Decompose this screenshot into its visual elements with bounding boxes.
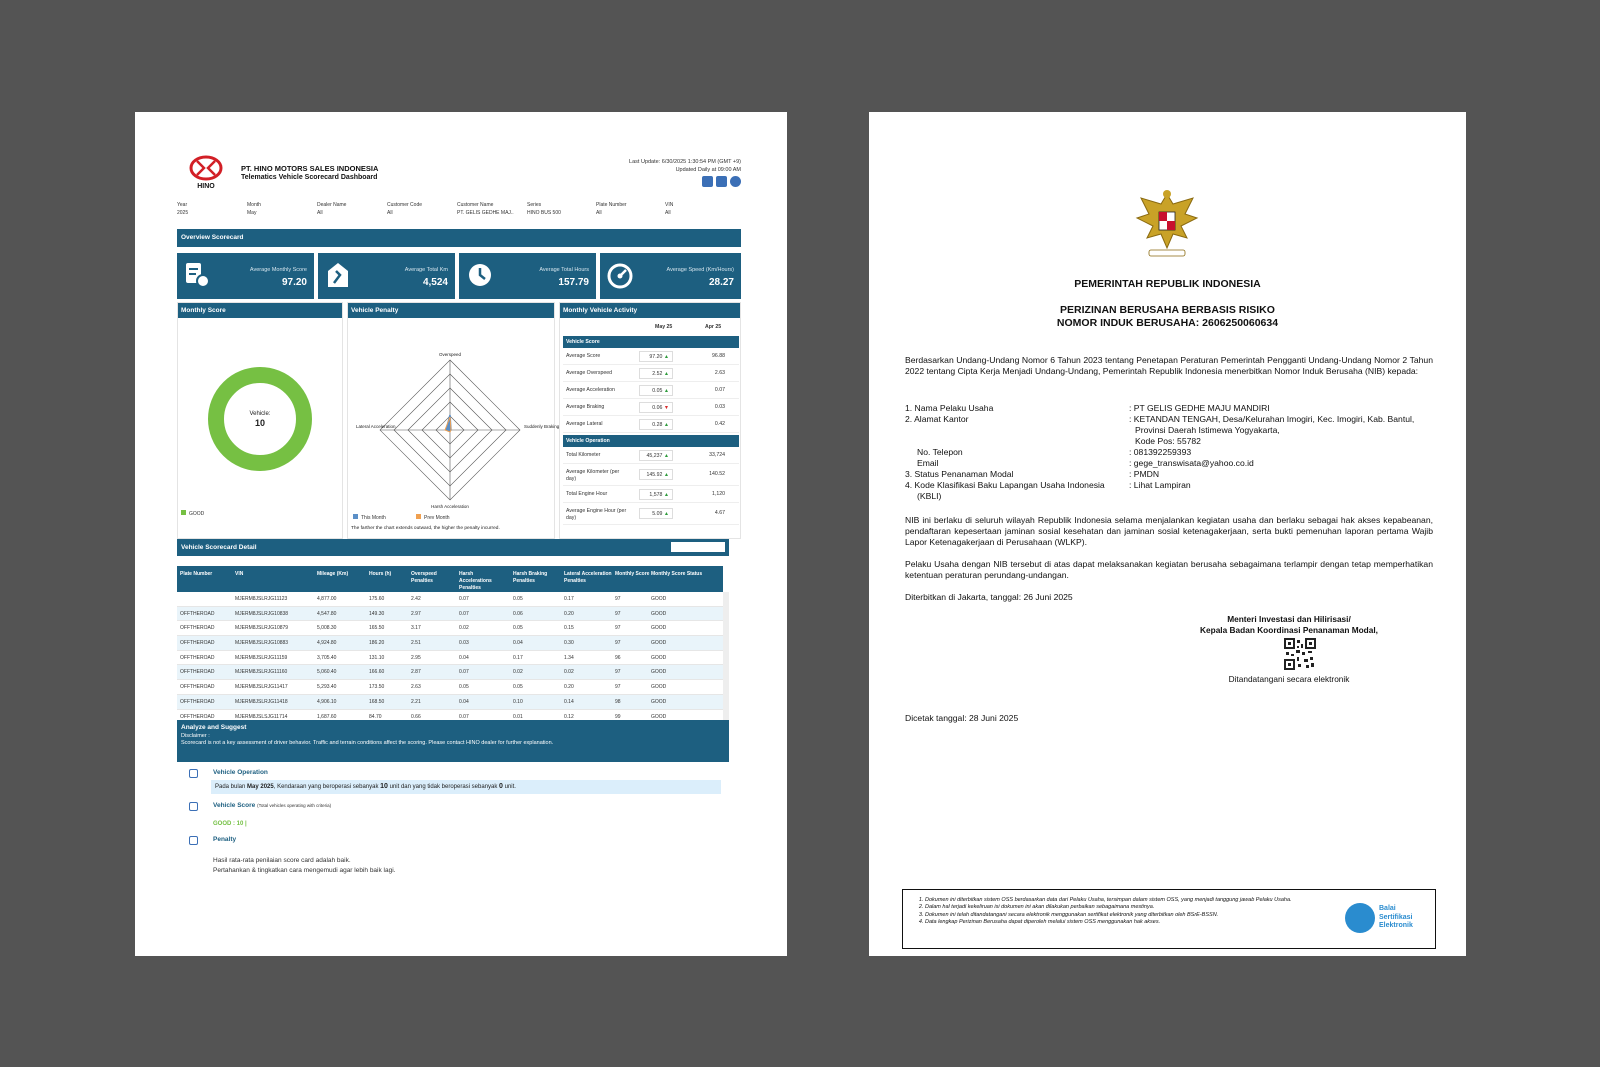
table-cell: 168.50 <box>369 698 385 705</box>
table-cell: 0.01 <box>513 713 523 720</box>
field-value-address-line2: Provinsi Daerah Istimewa Yogyakarta, <box>1135 425 1280 435</box>
printed-date: Dicetak tanggal: 28 Juni 2025 <box>905 713 1019 723</box>
table-cell: 0.17 <box>564 596 574 602</box>
table-cell: MJERM8JSLRJG10883 <box>235 640 289 647</box>
field-label-address: 2. Alamat Kantor <box>905 414 969 424</box>
svg-text:HINO: HINO <box>197 183 215 190</box>
table-cell: GOOD <box>651 684 667 691</box>
trend-up-icon: ▲ <box>663 371 669 377</box>
trend-up-icon: ▲ <box>663 453 669 459</box>
column-header[interactable]: Monthly Score <box>615 571 650 577</box>
svg-text:Overspeed: Overspeed <box>438 352 462 357</box>
vehicle-operation-summary: Pada bulan May 2025, Kendaraan yang beroperasi sebanyak 10 unit dan yang tidak beroperasi sebanyak 0 unit. <box>211 780 721 794</box>
clock-icon <box>465 261 493 289</box>
table-cell: OFFTHEROAD <box>180 610 215 617</box>
kpi-average-total-km: Average Total Km 4,524 <box>318 253 455 299</box>
penalty-icon <box>189 836 198 845</box>
table-cell: 97 <box>615 610 621 617</box>
download-icon[interactable] <box>702 176 713 187</box>
table-cell: MJERM8JSLSJG11714 <box>235 713 288 720</box>
table-cell: 0.02 <box>513 669 523 676</box>
table-cell: OFFTHEROAD <box>180 640 215 647</box>
filter-vin[interactable]: VIN All <box>665 202 674 216</box>
table-cell: 99 <box>615 713 621 720</box>
kpi-average-total-hours: Average Total Hours 157.79 <box>459 253 596 299</box>
table-cell: 4,906.10 <box>317 698 337 705</box>
table-cell: MJERM8JSLRJG10838 <box>235 610 289 617</box>
table-cell: 0.05 <box>459 684 469 691</box>
activity-row: Total Engine Hour 1,578 ▲ 1,120 <box>563 486 739 503</box>
table-cell: MJERM8JSLRJG11418 <box>235 698 288 705</box>
table-cell: 0.06 <box>513 610 523 617</box>
column-header[interactable]: Overspeed Penalties <box>411 571 437 584</box>
vehicle-operation-section: Vehicle Operation <box>563 435 739 447</box>
book-icon[interactable] <box>716 176 727 187</box>
bse-logo: Balai Sertifikasi Elektronik <box>1345 903 1425 935</box>
table-cell: 0.04 <box>513 640 523 647</box>
trend-up-icon: ▲ <box>663 492 669 498</box>
table-row[interactable] <box>177 651 723 666</box>
table-scrollbar[interactable] <box>723 592 729 722</box>
table-cell: GOOD <box>651 713 667 720</box>
table-cell: 0.20 <box>564 610 574 617</box>
vehicle-scorecard-detail-header: Vehicle Scorecard Detail <box>177 539 729 556</box>
table-cell: 0.02 <box>564 669 574 676</box>
field-value-business-name: : PT GELIS GEDHE MAJU MANDIRI <box>1129 403 1270 413</box>
field-label-kbli: 4. Kode Klasifikasi Baku Lapangan Usaha Indonesia <box>905 480 1105 490</box>
table-cell: OFFTHEROAD <box>180 698 215 705</box>
table-cell: 0.04 <box>459 654 469 661</box>
table-cell: 2.21 <box>411 698 421 705</box>
filter-customer-code[interactable]: Customer Code All <box>387 202 423 216</box>
table-cell: MJERM8JSLRJG11159 <box>235 654 288 661</box>
trend-up-icon: ▲ <box>663 472 669 478</box>
activity-row: Average Engine Hour (per day) 5.09 ▲ 4.67 <box>563 503 739 525</box>
table-cell: 3.17 <box>411 625 421 632</box>
filter-bar <box>177 201 741 221</box>
filter-plate-number[interactable]: Plate Number All <box>596 202 627 216</box>
field-label-business-name: 1. Nama Pelaku Usaha <box>905 403 994 413</box>
detail-search-box[interactable] <box>671 542 725 552</box>
table-cell: 0.30 <box>564 640 574 647</box>
vehicle-operation-icon <box>189 769 198 778</box>
trend-up-icon: ▲ <box>663 511 669 517</box>
table-cell: 0.14 <box>564 698 574 705</box>
column-header[interactable]: Harsh Braking Penalties <box>513 571 548 584</box>
table-cell: MJERM8JSLRJG11160 <box>235 669 288 676</box>
kpi-average-speed: Average Speed (Km/Hours) 28.27 <box>600 253 741 299</box>
table-cell: 2.95 <box>411 654 421 661</box>
vehicle-operation-title: Vehicle Operation <box>213 769 268 776</box>
table-row[interactable] <box>177 636 723 651</box>
penalty-radar-chart <box>348 318 560 538</box>
hino-logo <box>187 156 225 190</box>
activity-row: Average Score 97.20 ▲ 96.88 <box>563 348 739 365</box>
table-row[interactable] <box>177 607 723 622</box>
overview-scorecard-header: Overview Scorecard <box>177 229 741 247</box>
vehicle-score-icon <box>189 802 198 811</box>
table-body <box>177 592 723 724</box>
table-cell: 0.66 <box>411 713 421 720</box>
table-cell: 0.12 <box>564 713 574 720</box>
svg-text:10: 10 <box>254 418 266 428</box>
svg-text:This Month: This Month <box>361 515 386 521</box>
activity-table <box>563 322 739 525</box>
field-label-phone: No. Telepon <box>917 447 963 457</box>
activity-row: Average Acceleration 0.05 ▲ 0.07 <box>563 382 739 399</box>
svg-text:Harsh Acceleration: Harsh Acceleration <box>431 504 469 509</box>
table-row[interactable] <box>177 665 723 680</box>
table-cell: 186.20 <box>369 640 385 647</box>
penalty-title: Penalty <box>213 836 237 843</box>
road-icon <box>324 261 352 289</box>
dashboard-title: Telematics Vehicle Scorecard Dashboard <box>241 174 378 181</box>
bse-emblem-icon <box>1345 903 1375 933</box>
table-cell: 97 <box>615 669 621 676</box>
table-cell: 2.97 <box>411 610 421 617</box>
table-cell: GOOD <box>651 596 667 602</box>
table-cell: 0.15 <box>564 625 574 632</box>
table-cell: GOOD <box>651 698 667 705</box>
table-cell: 0.07 <box>459 669 469 676</box>
field-label-kbli-abbr: (KBLI) <box>917 491 942 501</box>
table-cell: 165.50 <box>369 625 385 632</box>
table-cell: 1,687.60 <box>317 713 337 720</box>
last-update: Last Update: 6/30/2025 1:30:54 PM (GMT +9) Updated Daily at 09:00 AM <box>629 159 741 173</box>
column-header[interactable]: Hours (h) <box>369 571 392 577</box>
table-cell: OFFTHEROAD <box>180 625 215 632</box>
filter-month[interactable]: Month May <box>247 202 261 216</box>
table-cell: MJERM8JSLRJG11417 <box>235 684 288 691</box>
trend-down-icon: ▼ <box>663 405 669 411</box>
svg-text:GOOD: GOOD <box>189 511 205 517</box>
signed-electronically: Ditandatangani secara elektronik <box>1228 674 1350 684</box>
field-label-email: Email <box>917 458 939 468</box>
permit-title: PERIZINAN BERUSAHA BERBASIS RISIKO <box>1060 304 1275 316</box>
signature-qr-code <box>1284 638 1316 670</box>
trend-up-icon: ▲ <box>663 388 669 394</box>
table-cell: 5,008.30 <box>317 625 337 632</box>
table-cell: 0.02 <box>459 625 469 632</box>
scorecard-dashboard-page <box>135 112 787 956</box>
filter-dealer-name[interactable]: Dealer Name All <box>317 202 347 216</box>
table-cell: 0.07 <box>459 610 469 617</box>
activity-row: Total Kilometer 45,237 ▲ 33,724 <box>563 447 739 464</box>
table-cell: 131.10 <box>369 654 385 661</box>
good-count: GOOD : 10 | <box>213 821 247 827</box>
table-cell: MJERM8JSLRJG11123 <box>235 596 288 602</box>
table-cell: 4,924.80 <box>317 640 337 647</box>
table-cell: MJERM8JSLRJG10879 <box>235 625 289 632</box>
activity-row: Average Braking 0.06 ▼ 0.03 <box>563 399 739 416</box>
table-cell: 2.63 <box>411 684 421 691</box>
garuda-emblem <box>1131 188 1203 262</box>
table-cell: 96 <box>615 654 621 661</box>
activity-columns: May 25 Apr 25 <box>655 324 722 330</box>
table-cell: 166.60 <box>369 669 385 676</box>
table-row[interactable] <box>177 621 723 636</box>
vehicle-penalty-panel <box>347 302 560 539</box>
field-value-phone: : 081392259393 <box>1129 447 1192 457</box>
table-cell: 0.17 <box>513 654 523 661</box>
vehicle-score-section: Vehicle Score <box>563 336 739 348</box>
column-header[interactable]: Mileage (Km) <box>317 571 349 577</box>
field-value-kbli: : Lihat Lampiran <box>1129 480 1191 490</box>
field-value-capital-status: : PMDN <box>1129 469 1160 479</box>
table-cell: OFFTHEROAD <box>180 669 215 676</box>
field-value-address: : KETANDAN TENGAH, Desa/Kelurahan Imogiri, Kec. Imogiri, Kab. Bantul, <box>1129 414 1415 424</box>
intro-paragraph: Berdasarkan Undang-Undang Nomor 6 Tahun 2023 tentang Penetapan Peraturan Pemerintah Pengganti Undang-Undang Nomor 2 Tahun 2022 tentang Cipta Kerja Menjadi Undang-Undang, Pemerintah Republik Indonesia menerbitkan Nomor Induk Berusaha (NIB) kepada: <box>905 355 1433 376</box>
svg-text:Vehicle:: Vehicle: <box>249 411 271 417</box>
table-cell: 97 <box>615 625 621 632</box>
table-cell: 98 <box>615 698 621 705</box>
validity-paragraph: NIB ini berlaku di seluruh wilayah Republik Indonesia selama menjalankan kegiatan usaha dan berlaku sebagai hak akses kepabeanan, pendaftaran kepesertaan jaminan sosial kesehatan dan jaminan sosial ketenagakerjaan, serta bukti pemenuhan laporan pertama Wajib Lapor Ketenagakerjaan di Perusahaan (WLKP). <box>905 515 1433 547</box>
column-header[interactable]: Monthly Score Status <box>651 571 703 577</box>
table-cell: 0.05 <box>513 625 523 632</box>
dashboard-header <box>177 156 741 192</box>
table-cell: GOOD <box>651 610 667 617</box>
info-icon[interactable] <box>730 176 741 187</box>
filter-year[interactable]: Year 2025 <box>177 202 189 216</box>
table-cell: GOOD <box>651 669 667 676</box>
nib-certificate-page <box>869 112 1466 956</box>
table-cell: 2.42 <box>411 596 421 602</box>
vehicle-score-title: Vehicle Score (Total vehicles operating with criteria) <box>213 802 332 809</box>
footnote-box <box>902 889 1436 949</box>
table-cell: 149.30 <box>369 610 385 617</box>
vehicle-score-rows <box>563 348 739 433</box>
table-cell: 0.10 <box>513 698 523 705</box>
table-cell: 173.50 <box>369 684 385 691</box>
monthly-score-panel <box>177 302 343 539</box>
table-cell: 2.87 <box>411 669 421 676</box>
issued-date: Diterbitkan di Jakarta, tanggal: 26 Juni 2025 <box>905 592 1073 602</box>
activity-row: Average Lateral 0.28 ▲ 0.42 <box>563 416 739 433</box>
table-cell: OFFTHEROAD <box>180 713 215 720</box>
table-header <box>177 566 723 592</box>
table-cell: 4,547.80 <box>317 610 337 617</box>
speedometer-icon <box>606 261 634 289</box>
svg-text:Prev Month: Prev Month <box>424 515 450 521</box>
table-cell: OFFTHEROAD <box>180 684 215 691</box>
vehicle-scorecard-table <box>177 566 723 724</box>
field-value-postcode: Kode Pos: 55782 <box>1135 436 1201 446</box>
table-cell: 5,060.40 <box>317 669 337 676</box>
monthly-vehicle-activity-panel <box>559 302 741 539</box>
table-cell: 4,877.00 <box>317 596 337 602</box>
penalty-text: Hasil rata-rata penilaian score card adalah baik. Pertahankan & tingkatkan cara mengemudi agar lebih baik lagi. <box>213 857 396 874</box>
table-cell: 5,293.40 <box>317 684 337 691</box>
table-cell: 0.20 <box>564 684 574 691</box>
kpi-average-monthly-score: Average Monthly Score 97.20 <box>177 253 314 299</box>
header-actions <box>702 176 741 187</box>
minister-title: Menteri Investasi dan Hilirisasi/ Kepala Badan Koordinasi Penanaman Modal, <box>1200 614 1378 635</box>
permission-paragraph: Pelaku Usaha dengan NIB tersebut di atas dapat melaksanakan kegiatan berusaha sebagaimana terlampir dengan tetap memperhatikan ketentuan peraturan perundang-undangan. <box>905 559 1433 580</box>
table-cell: GOOD <box>651 625 667 632</box>
filter-series[interactable]: Series HINO BUS 500 <box>527 202 561 216</box>
analyze-suggest-section: Analyze and Suggest Disclaimer : Scorecard is not a key assessment of driver behavior. Traffic and terrain conditions affect the scoring. Please contact HINO dealer for further explanation. <box>177 720 729 762</box>
table-cell: 97 <box>615 684 621 691</box>
activity-row: Average Kilometer (per day) 145.92 ▲ 140.52 <box>563 464 739 486</box>
table-row[interactable] <box>177 680 723 695</box>
svg-text:The farther the chart extends: The farther the chart extends outward, the higher the penalty incurred. <box>351 526 500 531</box>
vehicle-operation-rows <box>563 447 739 525</box>
nib-number: NOMOR INDUK BERUSAHA: 2606250060634 <box>1056 317 1279 329</box>
table-cell: 0.07 <box>459 713 469 720</box>
table-cell: 0.05 <box>513 596 523 602</box>
field-value-email: : gege_transwisata@yahoo.co.id <box>1129 458 1254 468</box>
column-header[interactable]: VIN <box>235 571 244 577</box>
monthly-score-header: Monthly Score <box>178 303 342 318</box>
table-cell: GOOD <box>651 654 667 661</box>
footnote-list: 1. Dokumen ini diterbitkan sistem OSS berdasarkan data dari Pelaku Usaha, tersimpan dalam sistem OSS, yang menjadi tanggung jawab Pelaku Usaha. 2. Dalam hal terjadi kekeliruan isi dokumen ini akan dilakukan perbaikan sebagaimana mestinya. 3. Dokumen ini telah ditandatangani secara elektronik menggunakan sertifikat elektronik yang diterbitkan oleh BSrE-BSSN. 4. Data lengkap Perizinan Berusaha dapat diperoleh melalui sistem OSS menggunakan hak akses. <box>911 897 1331 927</box>
monthly-activity-header: Monthly Vehicle Activity <box>560 303 740 318</box>
company-name: PT. HINO MOTORS SALES INDONESIA <box>241 164 379 173</box>
table-cell: 2.51 <box>411 640 421 647</box>
column-header[interactable]: Plate Number <box>180 571 213 577</box>
field-label-capital-status: 3. Status Penanaman Modal <box>905 469 1014 479</box>
column-header[interactable]: Harsh Accelerations Penalties <box>459 571 492 591</box>
activity-row: Average Overspeed 2.52 ▲ 2.63 <box>563 365 739 382</box>
table-cell: 3,705.40 <box>317 654 337 661</box>
table-cell: GOOD <box>651 640 667 647</box>
government-title: PEMERINTAH REPUBLIK INDONESIA <box>1074 278 1261 290</box>
table-cell: 0.07 <box>459 596 469 602</box>
table-cell: OFFTHEROAD <box>180 654 215 661</box>
table-cell: 0.05 <box>513 684 523 691</box>
table-cell: 0.03 <box>459 640 469 647</box>
vehicle-penalty-header: Vehicle Penalty <box>348 303 554 318</box>
table-cell: 1.34 <box>564 654 574 661</box>
table-row[interactable] <box>177 592 723 607</box>
table-cell: 175.60 <box>369 596 385 602</box>
table-cell: 97 <box>615 596 621 602</box>
trend-up-icon: ▲ <box>663 422 669 428</box>
table-cell: 84.70 <box>369 713 382 720</box>
monthly-score-donut <box>178 318 342 538</box>
trend-up-icon: ▲ <box>663 354 669 360</box>
table-cell: 97 <box>615 640 621 647</box>
svg-text:Suddenly Braking: Suddenly Braking <box>524 424 560 429</box>
filter-customer-name[interactable]: Customer Name PT. GELIS GEDHE MAJ.. <box>457 202 514 216</box>
column-header[interactable]: Lateral Acceleration Penalties <box>564 571 612 584</box>
svg-text:Lateral Acceleration: Lateral Acceleration <box>356 424 396 429</box>
table-cell: 0.04 <box>459 698 469 705</box>
table-row[interactable] <box>177 695 723 710</box>
score-gear-icon <box>183 261 211 289</box>
